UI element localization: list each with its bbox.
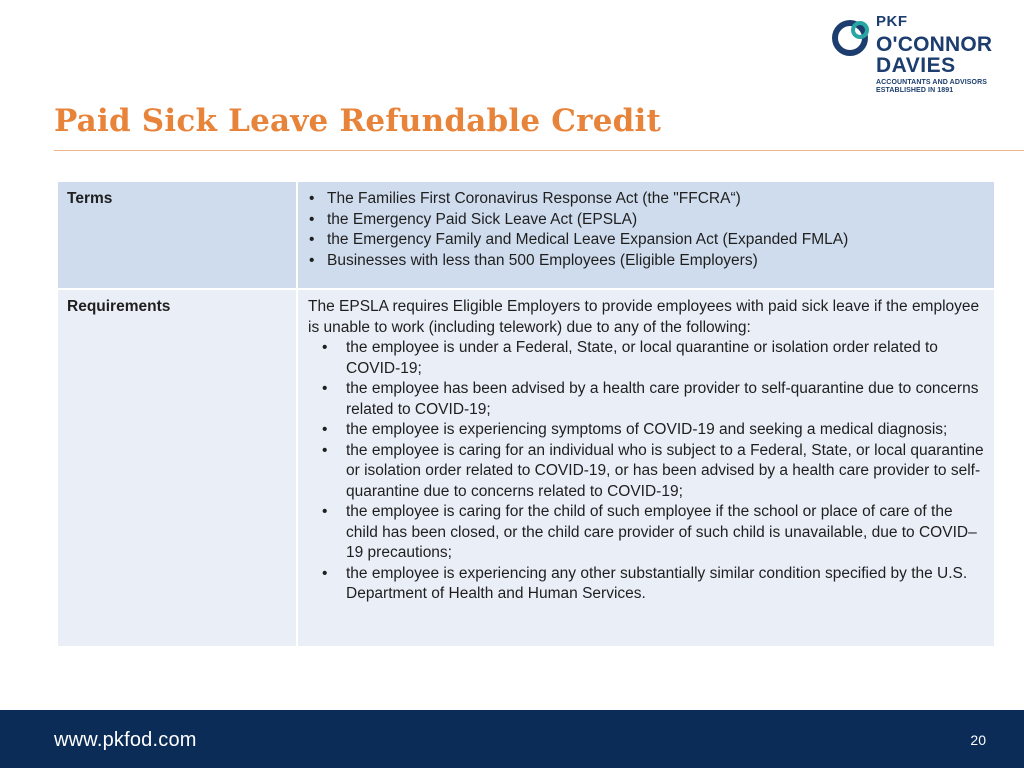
logo-name-line1: O'CONNOR bbox=[876, 33, 993, 56]
title-divider bbox=[54, 150, 1024, 151]
logo-text bbox=[876, 14, 992, 94]
table-row-terms bbox=[57, 181, 995, 289]
requirements-content bbox=[297, 289, 995, 647]
logo-established: ESTABLISHED IN 1891 bbox=[876, 87, 954, 94]
pkf-ring-logo-icon bbox=[830, 16, 874, 60]
table-row-requirements bbox=[57, 289, 995, 647]
content-table bbox=[56, 180, 996, 648]
requirements-list bbox=[308, 338, 984, 605]
logo-brand: PKF bbox=[876, 13, 908, 30]
page-number: 20 bbox=[970, 732, 986, 748]
list-item: • Businesses with less than 500 Employees (Eligible Employers) bbox=[308, 251, 984, 272]
footer-bar bbox=[0, 710, 1024, 768]
list-item: • the employee is under a Federal, State, or local quarantine or isolation order related to COVID-19; bbox=[308, 338, 984, 379]
requirements-intro: The EPSLA requires Eligible Employers to provide employees with paid sick leave if the employee is unable to work (including telework) due to any of the following: bbox=[308, 298, 980, 336]
company-logo bbox=[830, 14, 1010, 104]
slide-title: Paid Sick Leave Refundable Credit bbox=[54, 103, 661, 139]
list-item: • The Families First Coronavirus Response Act (the "FFCRA“) bbox=[308, 189, 984, 210]
list-item: • the employee is experiencing any other substantially similar condition specified by the U.S. Department of Health and Human Services. bbox=[308, 564, 984, 605]
terms-list bbox=[308, 189, 984, 271]
list-item: • the employee is experiencing symptoms of COVID-19 and seeking a medical diagnosis; bbox=[308, 420, 984, 441]
terms-label: Terms bbox=[57, 181, 297, 289]
list-item: • the Emergency Family and Medical Leave Expansion Act (Expanded FMLA) bbox=[308, 230, 984, 251]
requirements-label: Requirements bbox=[57, 289, 297, 647]
list-item: • the employee has been advised by a health care provider to self-quarantine due to concerns related to COVID-19; bbox=[308, 379, 984, 420]
list-item: • the Emergency Paid Sick Leave Act (EPSLA) bbox=[308, 210, 984, 231]
footer-website-link[interactable]: www.pkfod.com bbox=[54, 729, 197, 751]
logo-tagline: ACCOUNTANTS AND ADVISORS bbox=[876, 79, 988, 86]
list-item: • the employee is caring for an individual who is subject to a Federal, State, or local quarantine or isolation order related to COVID-19, or has been advised by a health care provider to self-quarantine due to concerns related to COVID-19; bbox=[308, 441, 984, 503]
logo-name-line2: DAVIES bbox=[876, 54, 956, 77]
list-item: • the employee is caring for the child of such employee if the school or place of care of the child has been closed, or the child care provider of such child is unavailable, due to COVID–19 precautions; bbox=[308, 502, 984, 564]
terms-content bbox=[297, 181, 995, 289]
